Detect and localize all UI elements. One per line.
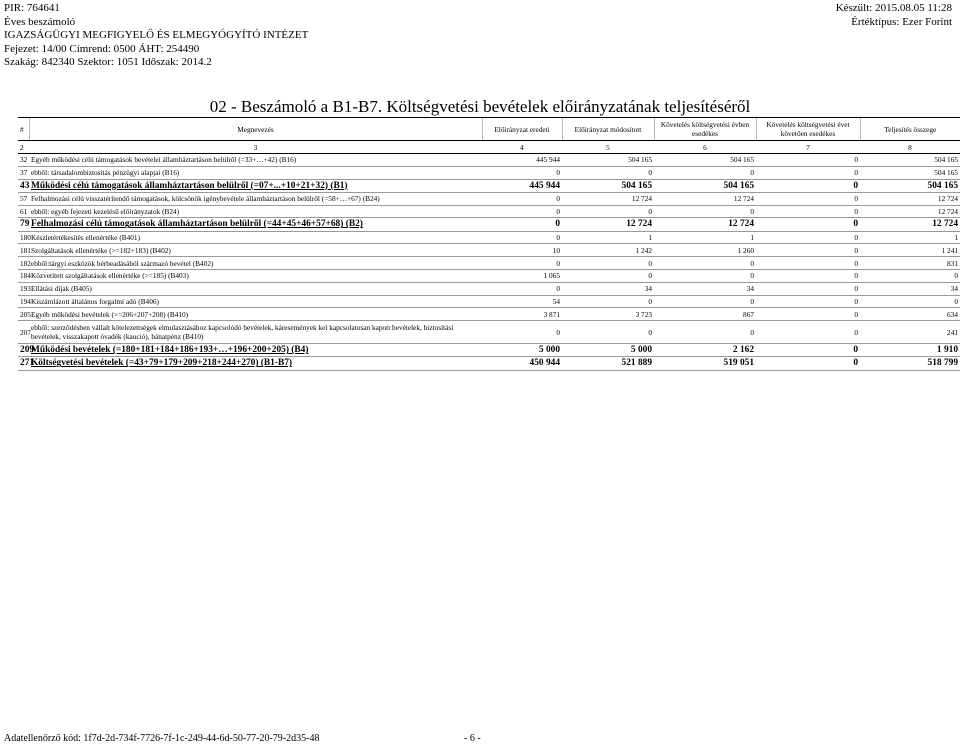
row-value: 504 165 — [860, 154, 960, 167]
col-index: 8 — [860, 141, 960, 154]
table-row — [18, 179, 960, 192]
row-number: 79 — [20, 219, 30, 230]
col-header-claims-next: Követelés költségvetési évet követően esedékes — [756, 118, 860, 141]
row-value: 450 944 — [482, 357, 562, 370]
row-value: 0 — [482, 166, 562, 179]
row-value: 0 — [654, 321, 756, 344]
row-description: Működési bevételek (=180+181+184+186+193+…+196+200+205) (B4) — [29, 344, 482, 357]
row-value: 445 944 — [482, 179, 562, 192]
col-index: 5 — [562, 141, 654, 154]
row-value: 0 — [756, 282, 860, 295]
row-value: 504 165 — [562, 154, 654, 167]
row-value: 12 724 — [860, 218, 960, 231]
row-value: 241 — [860, 321, 960, 344]
row-number: 193 — [20, 284, 31, 294]
table-row — [18, 231, 960, 244]
row-value: 0 — [562, 166, 654, 179]
row-value: 0 — [756, 357, 860, 370]
row-value: 504 165 — [860, 166, 960, 179]
row-number: 180 — [20, 232, 31, 242]
row-value: 0 — [756, 179, 860, 192]
row-number: 205 — [20, 309, 31, 319]
row-description: Közvetített szolgáltatások ellenértéke (>=185) (B403) — [29, 269, 482, 282]
row-value: 12 724 — [654, 218, 756, 231]
row-value: 0 — [756, 321, 860, 344]
row-value: 0 — [562, 269, 654, 282]
row-description: Ellátási díjak (B405) — [29, 282, 482, 295]
row-value: 0 — [562, 205, 654, 218]
row-description: Egyéb működési bevételek (>=206+207+208) (B410) — [29, 308, 482, 321]
created-timestamp: Készült: 2015.08.05 11:28 — [835, 2, 952, 14]
row-value: 504 165 — [654, 154, 756, 167]
row-value: 0 — [654, 205, 756, 218]
table-row — [18, 357, 960, 370]
control-code: Adatellenőrző kód: 1f7d-2d-734f-7726-7f-1c-249-44-6d-50-77-20-79-2d35-48 — [4, 733, 320, 744]
table-body — [18, 154, 960, 371]
row-value: 0 — [482, 321, 562, 344]
table-row — [18, 282, 960, 295]
row-value: 519 051 — [654, 357, 756, 370]
table-row — [18, 308, 960, 321]
value-type: Értéktípus: Ezer Forint — [851, 15, 952, 28]
report-title: 02 - Beszámoló a B1-B7. Költségvetési bevételek előirányzatának teljesítéséről — [209, 97, 751, 116]
row-description: ebből: egyéb fejezeti kezelésű előirányzatok (B24) — [29, 205, 482, 218]
table-row — [18, 154, 960, 167]
row-value: 0 — [482, 282, 562, 295]
row-value: 1 242 — [562, 244, 654, 257]
row-value: 0 — [654, 257, 756, 270]
row-value: 3 871 — [482, 308, 562, 321]
row-number: 181 — [20, 245, 31, 255]
row-value: 0 — [562, 295, 654, 308]
row-value: 518 799 — [860, 357, 960, 370]
row-value: 0 — [482, 257, 562, 270]
row-number: 37 — [20, 168, 28, 178]
row-value: 10 — [482, 244, 562, 257]
row-value: 12 724 — [562, 218, 654, 231]
table-row — [18, 218, 960, 231]
report-type: Éves beszámoló — [4, 15, 76, 28]
row-value: 867 — [654, 308, 756, 321]
row-value: 12 724 — [562, 192, 654, 205]
row-description: Felhalmozási célú támogatások államháztartáson belülről (=44+45+46+57+68) (B2) — [29, 218, 482, 231]
table-row — [18, 295, 960, 308]
institution-name: IGAZSÁGÜGYI MEGFIGYELŐ ÉS ELMEGYÓGYÍTÓ INTÉZET — [4, 29, 309, 41]
row-value: 0 — [756, 166, 860, 179]
row-description: Készletértékesítés ellenértéke (B401) — [29, 231, 482, 244]
row-value: 0 — [654, 295, 756, 308]
row-number: 184 — [20, 271, 31, 281]
row-description: Kiszámlázott általános forgalmi adó (B406) — [29, 295, 482, 308]
chapter-line: Fejezet: 14/00 Címrend: 0500 ÁHT: 254490 — [4, 42, 200, 55]
row-value: 0 — [756, 295, 860, 308]
row-value: 34 — [860, 282, 960, 295]
sector-line: Szakág: 842340 Szektor: 1051 Időszak: 2014.2 — [4, 56, 212, 68]
row-value: 34 — [654, 282, 756, 295]
col-index: 7 — [756, 141, 860, 154]
row-description: Egyéb működési célú támogatások bevételei államháztartáson belülről (=33+…+42) (B16) — [29, 154, 482, 167]
row-number: 43 — [20, 180, 30, 191]
row-value: 521 889 — [562, 357, 654, 370]
row-value: 0 — [756, 154, 860, 167]
row-value: 0 — [562, 321, 654, 344]
row-value: 12 724 — [654, 192, 756, 205]
column-index-row — [18, 141, 960, 154]
col-header-mod: Előirányzat módosított — [562, 118, 654, 141]
row-value: 831 — [860, 257, 960, 270]
row-value: 0 — [562, 257, 654, 270]
row-value: 0 — [756, 257, 860, 270]
col-header-orig: Előirányzat eredeti — [482, 118, 562, 141]
row-value: 5 000 — [482, 344, 562, 357]
row-value: 1 260 — [654, 244, 756, 257]
row-value: 1 — [654, 231, 756, 244]
row-number: 271 — [20, 358, 35, 369]
table-row — [18, 166, 960, 179]
col-index: 4 — [482, 141, 562, 154]
row-value: 0 — [756, 269, 860, 282]
row-value: 0 — [482, 231, 562, 244]
col-header-performance: Teljesítés összege — [860, 118, 960, 141]
row-value: 1 065 — [482, 269, 562, 282]
table-row — [18, 244, 960, 257]
col-header-name: Megnevezés — [29, 118, 482, 141]
row-value: 0 — [756, 308, 860, 321]
row-description: ebből:tárgyi eszközök bérbeadásából származó bevétel (B402) — [29, 257, 482, 270]
row-number: 207 — [18, 321, 29, 344]
row-description: ebből: társadalombiztosítás pénzügyi alapjai (B16) — [29, 166, 482, 179]
report-header-left — [4, 2, 308, 70]
row-description: Felhalmozási célú visszatérítendő támogatások, kölcsönök igénybevétele államháztartáson belülről (=58+…+67) (B24) — [29, 192, 482, 205]
row-value: 2 162 — [654, 344, 756, 357]
row-value: 0 — [756, 344, 860, 357]
row-value: 0 — [756, 218, 860, 231]
row-value: 634 — [860, 308, 960, 321]
row-value: 0 — [482, 218, 562, 231]
row-value: 12 724 — [860, 205, 960, 218]
table-row — [18, 321, 960, 344]
row-value: 3 723 — [562, 308, 654, 321]
row-value: 504 165 — [860, 179, 960, 192]
page-number: - 6 - — [464, 733, 481, 744]
row-description: Működési célú támogatások államháztartáson belülről (=07+...+10+21+32) (B1) — [29, 179, 482, 192]
row-value: 54 — [482, 295, 562, 308]
row-value: 0 — [482, 192, 562, 205]
pir-number: PIR: 764641 — [4, 2, 60, 14]
row-description: Költségvetési bevételek (=43+79+179+209+218+244+270) (B1-B7) — [29, 357, 482, 370]
report-header-right — [836, 2, 952, 29]
row-value: 504 165 — [654, 179, 756, 192]
row-value: 1 — [860, 231, 960, 244]
row-value: 0 — [756, 192, 860, 205]
row-value: 12 724 — [860, 192, 960, 205]
row-value: 0 — [756, 244, 860, 257]
row-number: 194 — [20, 296, 31, 306]
table-row — [18, 344, 960, 357]
row-value: 1 241 — [860, 244, 960, 257]
row-value: 1 — [562, 231, 654, 244]
col-header-claims-year: Követelés költségvetési évben esedékes — [654, 118, 756, 141]
table-header-row — [18, 118, 960, 141]
row-number: 182 — [20, 258, 31, 268]
row-value: 0 — [654, 166, 756, 179]
table-row — [18, 257, 960, 270]
row-value: 1 910 — [860, 344, 960, 357]
row-number: 209 — [20, 345, 35, 356]
table-row — [18, 205, 960, 218]
row-number: 32 — [20, 155, 28, 165]
table-row — [18, 269, 960, 282]
row-description: Szolgáltatások ellenértéke (>=182+183) (B402) — [29, 244, 482, 257]
row-value: 504 165 — [562, 179, 654, 192]
col-header-no: # — [18, 118, 29, 141]
row-value: 445 944 — [482, 154, 562, 167]
row-value: 0 — [482, 205, 562, 218]
row-number: 61 — [20, 206, 28, 216]
report-table — [18, 117, 960, 371]
row-value: 0 — [860, 295, 960, 308]
table-row — [18, 192, 960, 205]
col-index: 6 — [654, 141, 756, 154]
row-value: 0 — [756, 205, 860, 218]
col-index: 2 — [18, 141, 29, 154]
row-description: ebből: szerződésben vállalt kötelezettségek elmulasztásához kapcsolódó bevételek, káresemények kel kapcsolatosan kapott bevételek, biztosítási bevételek, visszakapott óvadék (kaució), bánatpénz (B410) — [29, 321, 482, 344]
row-value: 0 — [654, 269, 756, 282]
row-value: 0 — [756, 231, 860, 244]
row-value: 0 — [860, 269, 960, 282]
col-index: 3 — [29, 141, 482, 154]
row-number: 57 — [20, 194, 28, 204]
row-value: 5 000 — [562, 344, 654, 357]
row-value: 34 — [562, 282, 654, 295]
